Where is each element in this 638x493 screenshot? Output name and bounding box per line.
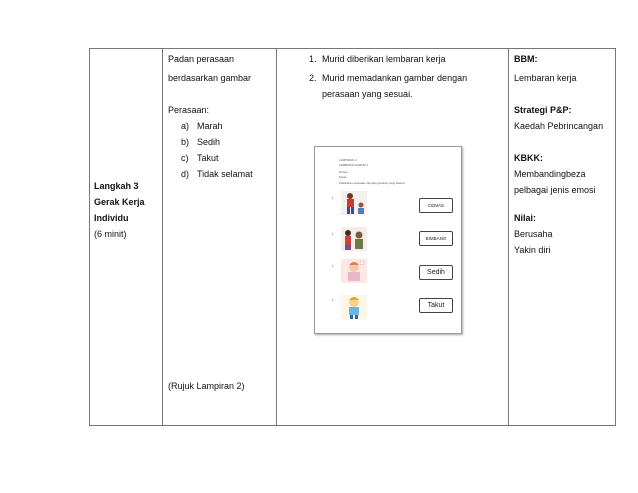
worksheet-class-field: Kelas : [339, 175, 349, 179]
lesson-plan-table [89, 48, 616, 426]
worksheet-subheader: LEMBARAN KERJA 1 [339, 163, 369, 167]
feeling-item: Marah [197, 121, 223, 131]
kbkk-title: KBKK: [514, 153, 543, 163]
step-cell [90, 49, 162, 425]
feeling-marker: b) [181, 137, 190, 147]
worksheet-label: CEMAS [419, 198, 453, 213]
bbm-text: Lembaran kerja [514, 73, 577, 83]
content-line: berdasarkan gambar [168, 73, 252, 83]
activity-marker: 1. [309, 54, 317, 64]
worksheet-instruction: Padankan perasaan dengan gambar yang sesuai [339, 181, 405, 185]
values-text: Berusaha [514, 229, 553, 239]
step-title: Langkah 3 [94, 181, 139, 191]
bbm-title: BBM: [514, 54, 538, 64]
activity-item-continued: perasaan yang sesuai. [322, 89, 413, 99]
bullet-icon: • [332, 263, 334, 268]
angry-child-image [341, 191, 367, 215]
kbkk-text: Membandingbeza [514, 169, 586, 179]
feelings-label: Perasaan: [168, 105, 210, 115]
step-activity-type: Gerak Kerja [94, 197, 145, 207]
step-mode: Individu [94, 213, 129, 223]
strategy-text: Kaedah Pebrincangan [514, 121, 604, 131]
kbkk-text: pelbagai jenis emosi [514, 185, 596, 195]
worksheet-label: BIMBANG [419, 231, 453, 246]
feeling-item: Tidak selamat [197, 169, 253, 179]
scared-child-image [341, 295, 367, 319]
feeling-marker: d) [181, 169, 190, 179]
feeling-marker: c) [181, 153, 189, 163]
worksheet-label: Takut [419, 298, 453, 313]
strategy-title: Strategi P&P: [514, 105, 572, 115]
values-title: Nilai: [514, 213, 537, 223]
worksheet-thumbnail [314, 146, 462, 334]
step-duration: (6 minit) [94, 229, 127, 239]
notes-cell [509, 49, 616, 425]
activity-item: Murid diberikan lembaran kerja [322, 54, 446, 64]
bullet-icon: • [332, 231, 334, 236]
activity-marker: 2. [309, 73, 317, 83]
worksheet-label: Sedih [419, 265, 453, 280]
bullet-icon: • [332, 195, 334, 200]
sad-child-image [341, 259, 367, 283]
activity-item: Murid memadankan gambar dengan [322, 73, 468, 83]
bullet-icon: • [332, 297, 334, 302]
feeling-item: Sedih [197, 137, 221, 147]
values-text: Yakin diri [514, 245, 551, 255]
feeling-item: Takut [197, 153, 219, 163]
worksheet-name-field: Nama : [339, 170, 349, 174]
content-line: Padan perasaan [168, 54, 235, 64]
worried-child-image [341, 227, 367, 251]
reference-note: (Rujuk Lampiran 2) [168, 381, 245, 391]
worksheet-header: LAMPIRAN 2 [339, 158, 357, 162]
content-cell [163, 49, 276, 425]
feeling-marker: a) [181, 121, 190, 131]
